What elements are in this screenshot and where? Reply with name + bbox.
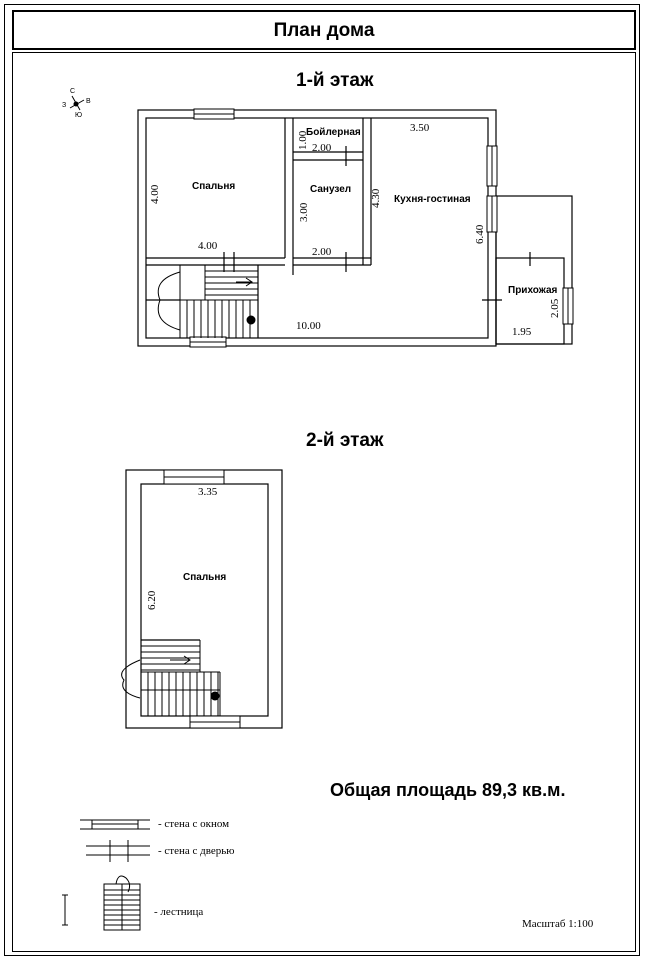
dim-floor2-width: 3.35 [198, 486, 218, 498]
dim-boiler-width: 2.00 [312, 142, 332, 154]
compass-north: С [70, 88, 76, 95]
floor2-windows [164, 470, 240, 728]
dim-bath-width: 2.00 [312, 246, 332, 258]
floor1-walls [138, 110, 572, 346]
dim-kitchen-width: 3.50 [410, 122, 430, 134]
room-bathroom: Санузел [310, 184, 352, 195]
room-bedroom-1: Спальня [192, 181, 236, 192]
legend-stairs-symbol [62, 876, 140, 930]
floor1-title: 1-й этаж [296, 70, 374, 91]
room-boiler: Бойлерная [306, 127, 361, 138]
compass-south: Ю [75, 112, 83, 119]
legend-stairs-label: - лестница [154, 906, 204, 918]
legend-window-symbol [80, 820, 150, 829]
floor1-stairs [158, 265, 258, 338]
dim-total-height: 6.40 [474, 224, 486, 244]
dim-bath-height: 3.00 [298, 202, 310, 222]
floor1-doors [224, 146, 530, 300]
dim-total-width: 10.00 [296, 320, 321, 332]
dim-bedroom-height: 4.00 [149, 184, 161, 204]
compass-west: З [62, 102, 67, 109]
room-bedroom-2: Спальня [183, 572, 227, 583]
room-kitchen: Кухня-гостиная [394, 194, 471, 205]
legend-door-label: - стена с дверью [158, 845, 235, 857]
legend-door-symbol [86, 840, 150, 862]
dim-floor2-height: 6.20 [146, 590, 158, 610]
dim-bedroom-width: 4.00 [198, 240, 218, 252]
room-hall: Прихожая [508, 285, 558, 296]
dim-hall-height: 2.05 [549, 298, 561, 318]
plan-title: План дома [273, 20, 375, 41]
dim-kitchen-height: 4.30 [370, 188, 382, 208]
dim-boiler-height: 1.00 [297, 130, 309, 150]
dim-hall-width: 1.95 [512, 326, 532, 338]
compass-east: В [86, 98, 91, 105]
scale-label: Масштаб 1:100 [522, 918, 594, 930]
legend-window-label: - стена с окном [158, 818, 230, 830]
floor2-title: 2-й этаж [306, 430, 384, 451]
compass-icon [70, 96, 84, 110]
total-area: Общая площадь 89,3 кв.м. [330, 780, 566, 800]
floor2-stairs [122, 640, 220, 716]
floor1-windows [190, 109, 573, 347]
